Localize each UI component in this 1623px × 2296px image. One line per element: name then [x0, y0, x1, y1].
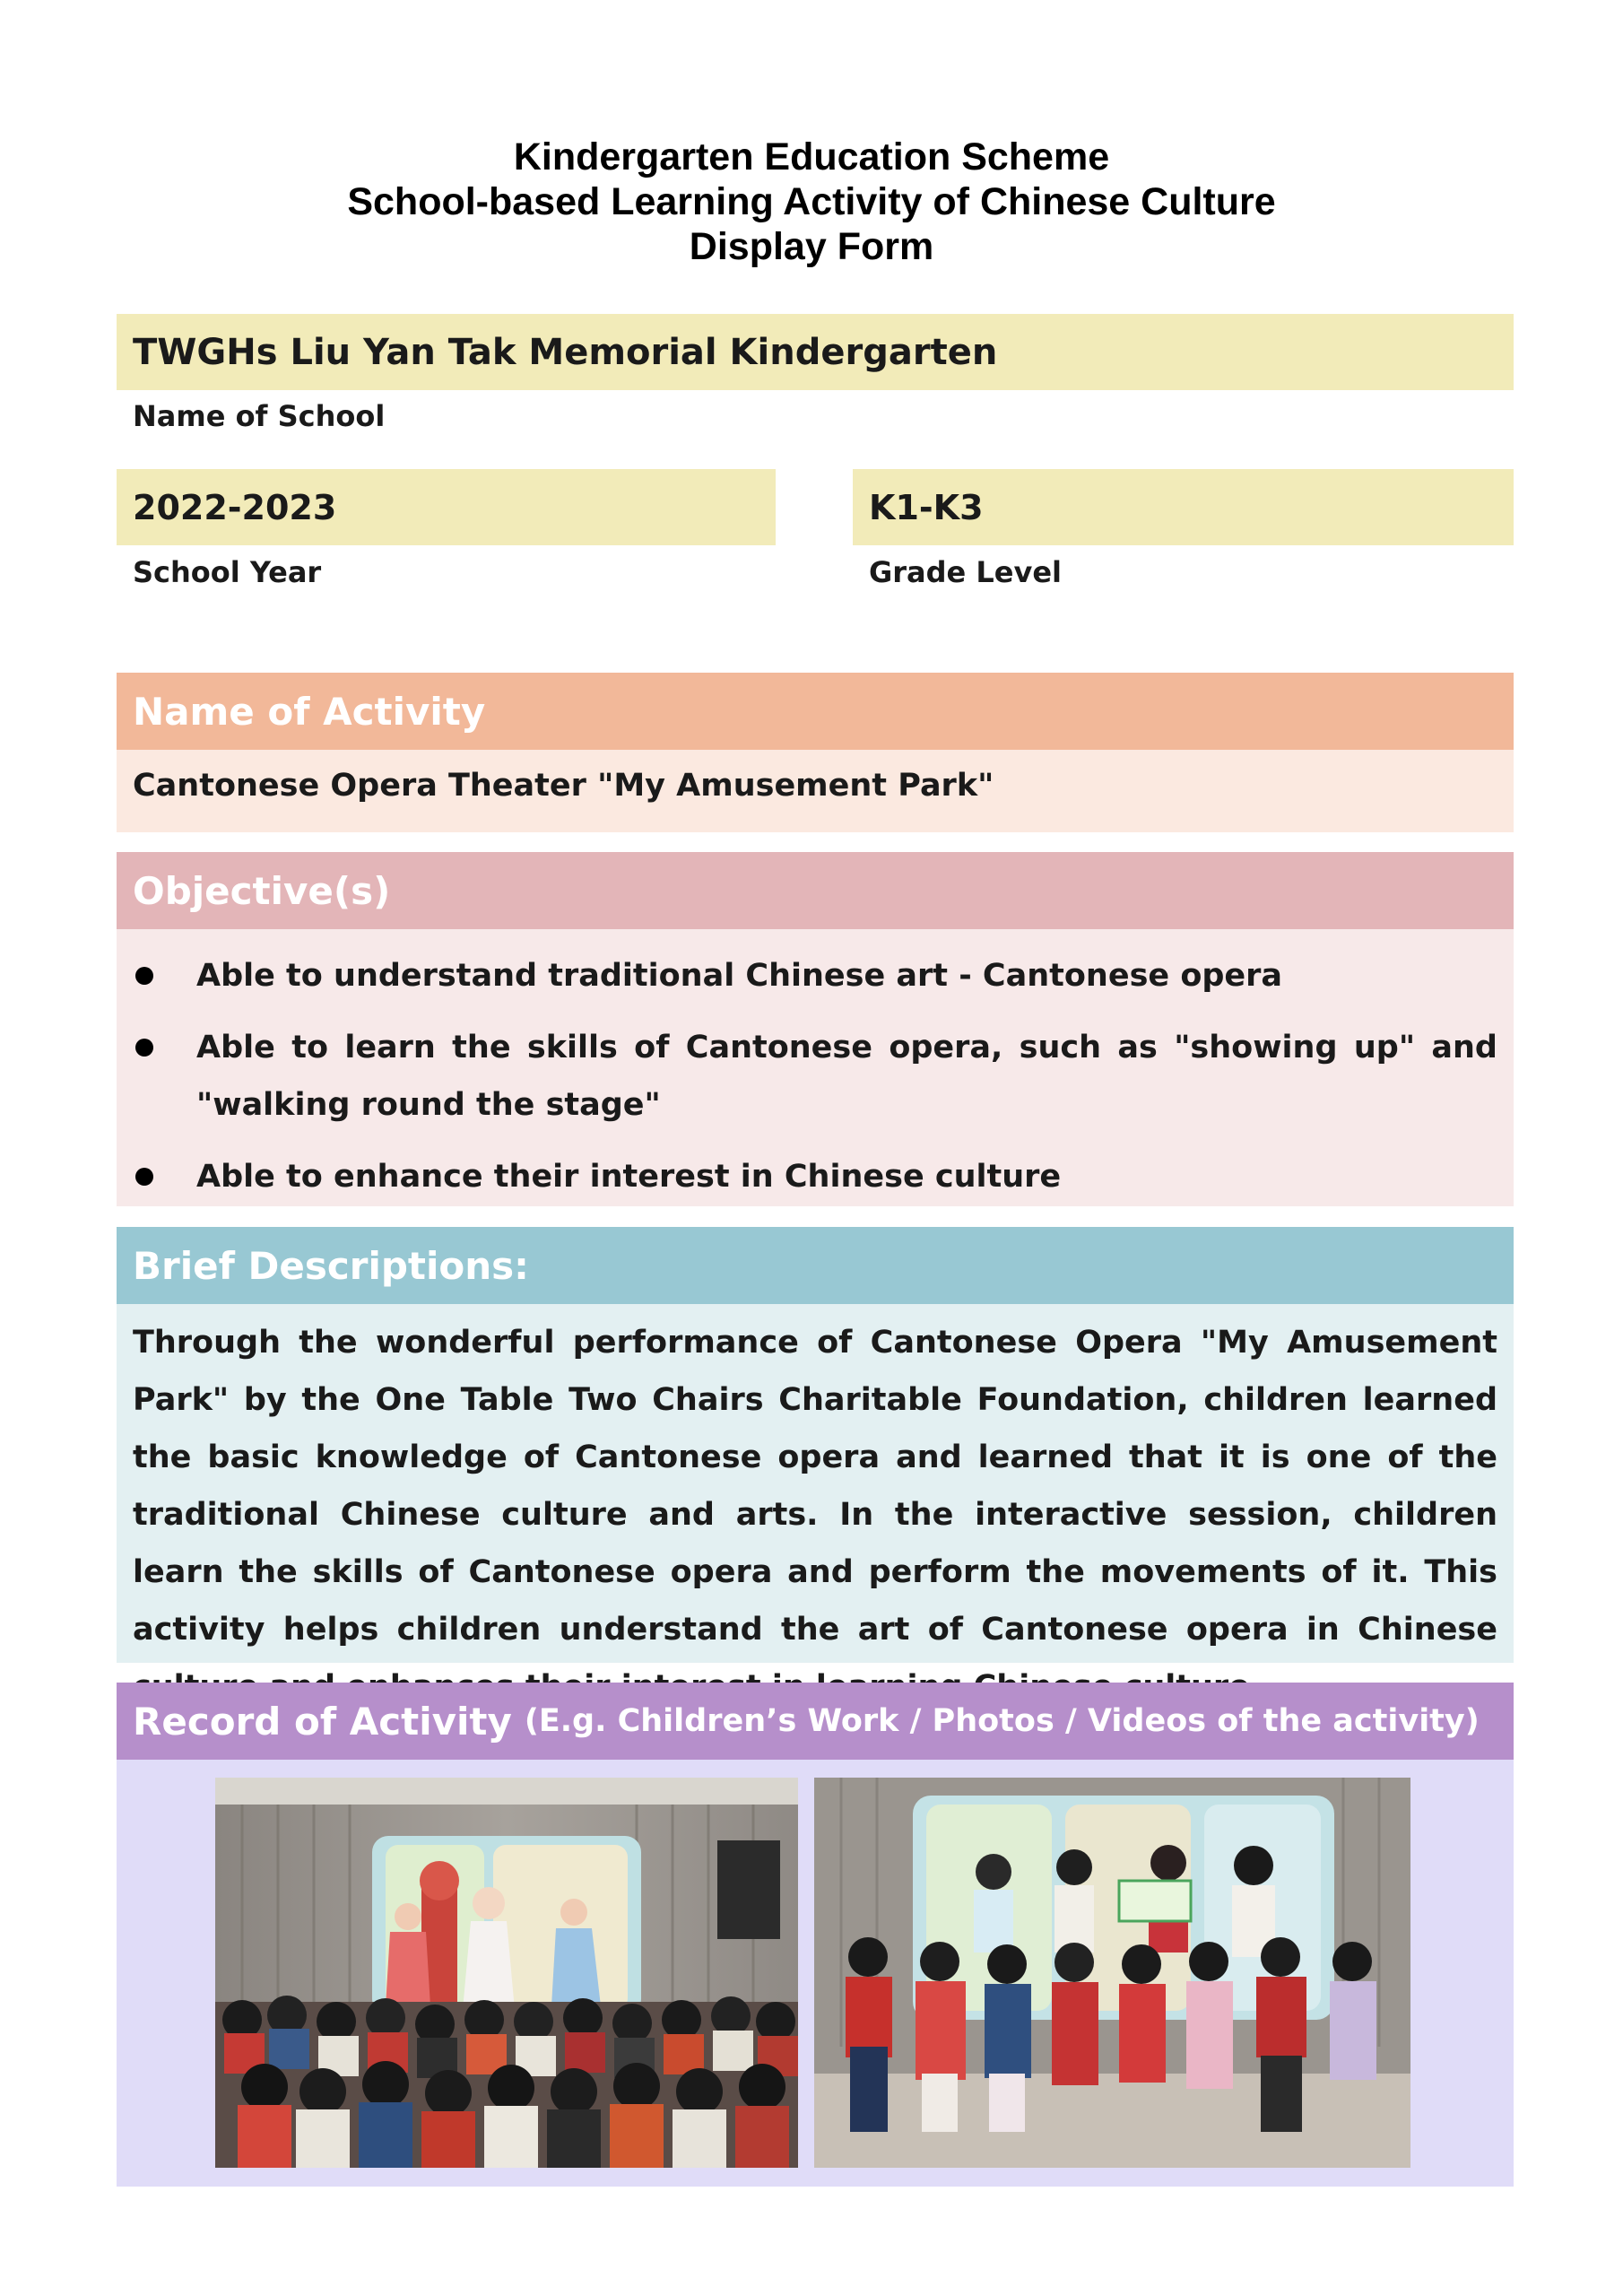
objectives-heading — [117, 852, 1514, 929]
objective-text: Able to enhance their interest in Chinese culture — [196, 1159, 1062, 1195]
school-year-field — [117, 469, 776, 545]
objective-text: Able to understand traditional Chinese art - Cantonese opera — [196, 958, 1283, 994]
school-name-field — [117, 314, 1514, 390]
description-heading-text: Brief Descriptions: — [133, 1243, 529, 1288]
school-year-label: School Year — [133, 555, 322, 589]
objectives-heading-text: Objective(s) — [133, 868, 391, 913]
title-line-1: Kindergarten Education Scheme — [513, 135, 1110, 178]
description-heading — [117, 1227, 1514, 1304]
title-line-3: Display Form — [689, 225, 934, 268]
objectives-body — [117, 929, 1514, 1206]
record-subheading: (E.g. Children’s Work / Photos / Videos of the activity) — [524, 1703, 1480, 1739]
activity-name-value: Cantonese Opera Theater "My Amusement Park" — [133, 768, 994, 804]
school-name-label: Name of School — [133, 399, 386, 433]
bullet-icon — [135, 1039, 153, 1057]
description-body — [117, 1304, 1514, 1663]
activity-body — [117, 750, 1514, 832]
bullet-icon — [135, 967, 153, 985]
activity-photo-performance — [215, 1778, 798, 2168]
activity-heading — [117, 673, 1514, 750]
bullet-icon — [135, 1168, 153, 1186]
document-title — [0, 135, 1623, 269]
activity-photo-group — [814, 1778, 1410, 2168]
description-text: Through the wonderful performance of Cantonese Opera "My Amusement Park" by the One Table Two Chairs Charitable Foundation, children learned the basic knowledge of Cantonese opera and learned that it is one of the traditional Chinese culture and arts. In the interactive session, children learn the skills of Cantonese opera and perform the movements of it. This activity helps children understand the art of Cantonese opera in Chinese — [133, 1325, 1497, 1648]
school-year-value: 2022-2023 — [133, 488, 337, 527]
grade-level-field — [853, 469, 1514, 545]
title-line-2: School-based Learning Activity of Chinese Culture — [347, 180, 1276, 223]
activity-heading-text: Name of Activity — [133, 689, 486, 734]
grade-level-value: K1-K3 — [869, 488, 984, 527]
record-heading-text: Record of Activity — [133, 1699, 512, 1744]
objective-text: Able to learn the skills of Cantonese opera, such as "showing up" and "walking round the stage" — [196, 1030, 1497, 1123]
record-body — [117, 1760, 1514, 2187]
record-heading — [117, 1683, 1514, 1760]
grade-level-label: Grade Level — [869, 555, 1063, 589]
school-name-value: TWGHs Liu Yan Tak Memorial Kindergarten — [133, 332, 998, 373]
